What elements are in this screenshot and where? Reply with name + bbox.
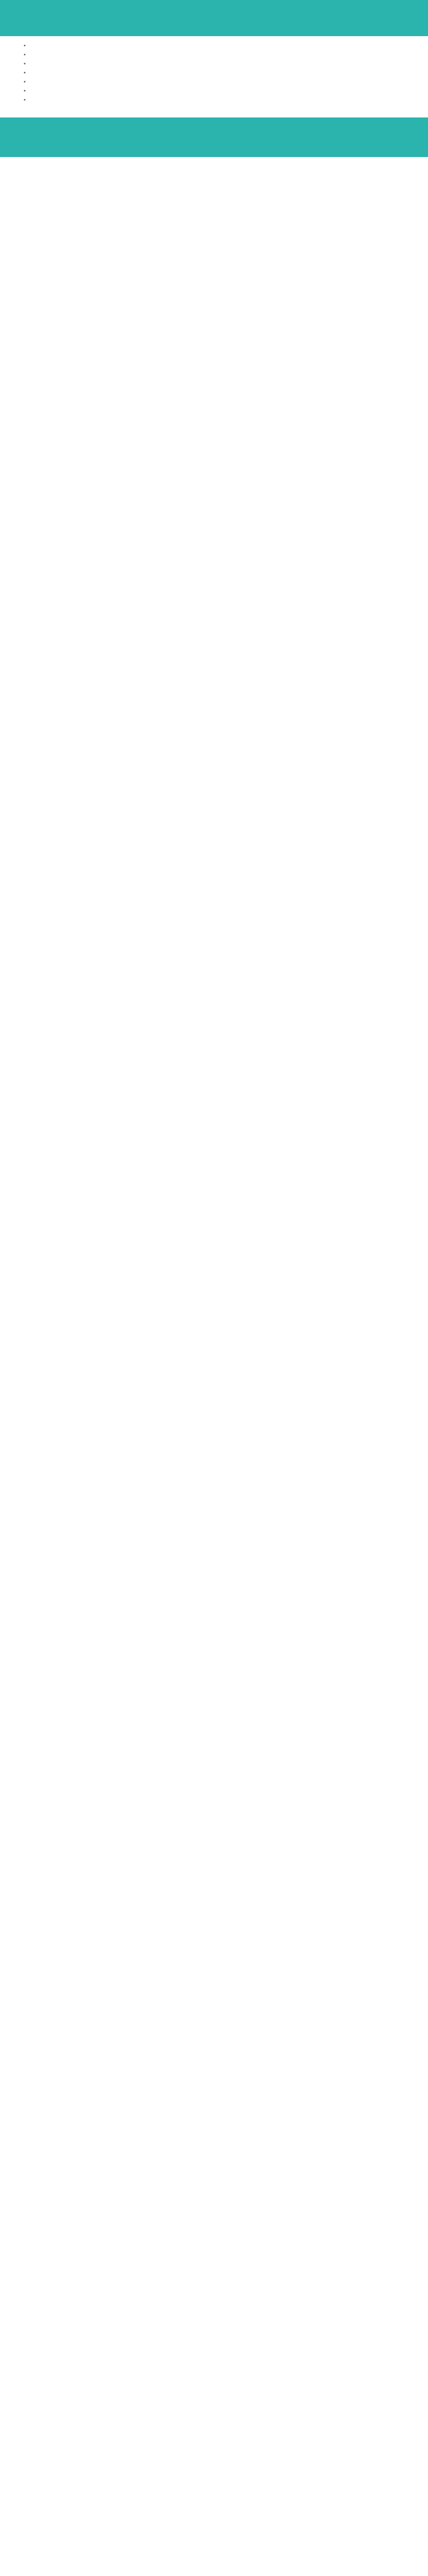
paragraph-line [7, 1197, 421, 1205]
section-heading [7, 1247, 421, 1261]
paragraph-line [7, 1086, 421, 1094]
section-heading [7, 478, 421, 491]
paragraph-line [7, 966, 421, 974]
paragraph-line [7, 872, 421, 881]
paragraph-line [7, 1069, 421, 1077]
content-section [7, 171, 421, 265]
paragraph-line [7, 752, 421, 761]
paragraph-line [7, 256, 421, 265]
paragraph-line [7, 1380, 421, 1389]
paragraph-line [7, 223, 421, 231]
paragraph-line [7, 1739, 421, 1747]
paragraph-line [7, 812, 421, 821]
content-section [7, 1619, 421, 1654]
paragraph-line [7, 692, 421, 701]
paragraph-line [7, 1321, 421, 1330]
inclusion-item [24, 69, 428, 78]
paragraph-line [7, 197, 421, 206]
inclusions-list [0, 36, 428, 117]
paragraph-line [7, 1551, 421, 1559]
paragraph-line [7, 1154, 421, 1162]
paragraph-line [7, 316, 421, 325]
paragraph-line [7, 1265, 421, 1274]
content-section [7, 598, 421, 666]
paragraph-line [7, 231, 421, 239]
paragraph-line [7, 1231, 421, 1239]
section-heading [7, 1179, 421, 1192]
section-heading [7, 171, 421, 184]
paragraph-line [7, 1602, 421, 1611]
paragraph-line [7, 189, 421, 197]
section-heading [7, 1490, 421, 1504]
paragraph-line [7, 881, 421, 889]
paragraph-line [7, 829, 421, 838]
section-heading [7, 1303, 421, 1317]
content-section [7, 854, 421, 914]
paragraph-line [7, 496, 421, 504]
content-section [7, 273, 421, 325]
section-heading [7, 1042, 421, 1056]
paragraph-line [7, 239, 421, 248]
paragraph-line [7, 1594, 421, 1602]
section-heading [7, 1282, 421, 1295]
paragraph-line [7, 1330, 421, 1338]
paragraph-line [7, 214, 421, 223]
paragraph-line [7, 1466, 421, 1474]
content-section [7, 443, 421, 470]
paragraph-line [7, 838, 421, 846]
paragraph-line [7, 1017, 421, 1026]
paragraph-line [7, 393, 421, 402]
paragraph-line [7, 1697, 421, 1705]
content-section [7, 1179, 421, 1239]
paragraph-line [7, 897, 421, 906]
paragraph-line [7, 402, 421, 410]
content-section [7, 1662, 421, 1747]
paragraph-line [7, 1363, 421, 1372]
paragraph-line [7, 616, 421, 624]
section-heading [7, 1439, 421, 1453]
content-section [7, 734, 421, 786]
content-section [7, 982, 421, 1034]
paragraph-line [7, 1397, 421, 1406]
paragraph-line [7, 1406, 421, 1414]
paragraph-line [7, 624, 421, 633]
paragraph-line [7, 1389, 421, 1397]
inclusion-item [24, 87, 428, 96]
paragraph-line [7, 368, 421, 376]
paragraph-line [7, 461, 421, 470]
content-section [7, 922, 421, 974]
section-heading [7, 982, 421, 996]
paragraph-line [7, 1145, 421, 1154]
section-heading [7, 922, 421, 936]
paragraph-line [7, 1534, 421, 1542]
paragraph-line [7, 248, 421, 256]
paragraph-line [7, 1026, 421, 1034]
paragraph-line [7, 1137, 421, 1145]
paragraph-line [7, 1542, 421, 1551]
paragraph-line [7, 376, 421, 385]
content-section [7, 546, 421, 590]
section-header-1 [0, 0, 428, 36]
paragraph-line [7, 564, 421, 573]
content-section [7, 333, 421, 435]
paragraph-line [7, 1559, 421, 1568]
paragraph-line [7, 1128, 421, 1137]
paragraph-line [7, 521, 421, 530]
section-heading [7, 794, 421, 808]
section-heading [7, 443, 421, 457]
paragraph-line [7, 641, 421, 650]
paragraph-line [7, 957, 421, 966]
paragraph-line [7, 1372, 421, 1380]
paragraph-line [7, 530, 421, 538]
paragraph-line [7, 821, 421, 829]
paragraph-line [7, 1222, 421, 1231]
paragraph-line [7, 658, 421, 666]
paragraph-line [7, 573, 421, 581]
paragraph-line [7, 1680, 421, 1688]
paragraph-line [7, 1714, 421, 1722]
content-section [7, 1439, 421, 1483]
paragraph-line [7, 513, 421, 521]
paragraph-line [7, 1094, 421, 1102]
paragraph-line [7, 701, 421, 709]
paragraph-line [7, 299, 421, 308]
paragraph-line [7, 359, 421, 368]
section-heading [7, 273, 421, 286]
paragraph-line [7, 1214, 421, 1222]
content-section [7, 1247, 421, 1274]
section-heading [7, 674, 421, 688]
paragraph-line [7, 1645, 421, 1654]
paragraph-line [7, 308, 421, 316]
paragraph-line [7, 1060, 421, 1069]
paragraph-line [7, 427, 421, 435]
content-section [7, 1576, 421, 1611]
paragraph-line [7, 581, 421, 590]
paragraph-line [7, 1457, 421, 1466]
paragraph-line [7, 1355, 421, 1363]
section-header-2 [0, 117, 428, 157]
content-section [7, 1042, 421, 1102]
paragraph-line [7, 709, 421, 718]
section-heading [7, 333, 421, 346]
paragraph-line [7, 1009, 421, 1017]
paragraph-line [7, 778, 421, 786]
section-heading [7, 546, 421, 560]
paragraph-line [7, 889, 421, 897]
content-section [7, 478, 421, 538]
paragraph-line [7, 1731, 421, 1739]
main-content [0, 157, 428, 1747]
inclusion-item [24, 96, 428, 105]
paragraph-line [7, 1414, 421, 1423]
paragraph-line [7, 949, 421, 957]
content-section [7, 674, 421, 726]
inclusion-item [24, 51, 428, 60]
paragraph-line [7, 718, 421, 726]
section-heading [7, 734, 421, 748]
paragraph-line [7, 1722, 421, 1731]
content-section [7, 1282, 421, 1295]
paragraph-line [7, 1162, 421, 1171]
paragraph-line [7, 906, 421, 914]
inclusion-item [24, 60, 428, 69]
section-heading [7, 1619, 421, 1632]
paragraph-line [7, 1517, 421, 1525]
section-heading [7, 1110, 421, 1124]
paragraph-line [7, 1525, 421, 1534]
paragraph-line [7, 419, 421, 427]
section-heading [7, 854, 421, 868]
paragraph-line [7, 206, 421, 214]
paragraph-line [7, 351, 421, 359]
paragraph-line [7, 940, 421, 949]
paragraph-line [7, 291, 421, 299]
paragraph-line [7, 769, 421, 778]
paragraph-line [7, 1705, 421, 1714]
section-heading [7, 1576, 421, 1589]
inclusion-item [24, 78, 428, 87]
content-section [7, 794, 421, 846]
paragraph-line [7, 385, 421, 393]
inclusion-item [24, 42, 428, 51]
paragraph-line [7, 761, 421, 769]
content-section [7, 1110, 421, 1171]
content-section [7, 1303, 421, 1431]
section-heading [7, 598, 421, 611]
paragraph-line [7, 1205, 421, 1214]
paragraph-line [7, 1077, 421, 1086]
paragraph-line [7, 504, 421, 513]
paragraph-line [7, 1346, 421, 1355]
paragraph-line [7, 1000, 421, 1009]
paragraph-line [7, 1688, 421, 1697]
paragraph-line [7, 1338, 421, 1346]
paragraph-line [7, 633, 421, 641]
paragraph-line [7, 650, 421, 658]
paragraph-line [7, 410, 421, 419]
section-heading [7, 1662, 421, 1675]
paragraph-line [7, 1474, 421, 1483]
content-section [7, 1490, 421, 1568]
paragraph-line [7, 1637, 421, 1645]
paragraph-line [7, 1423, 421, 1431]
paragraph-line [7, 1509, 421, 1517]
